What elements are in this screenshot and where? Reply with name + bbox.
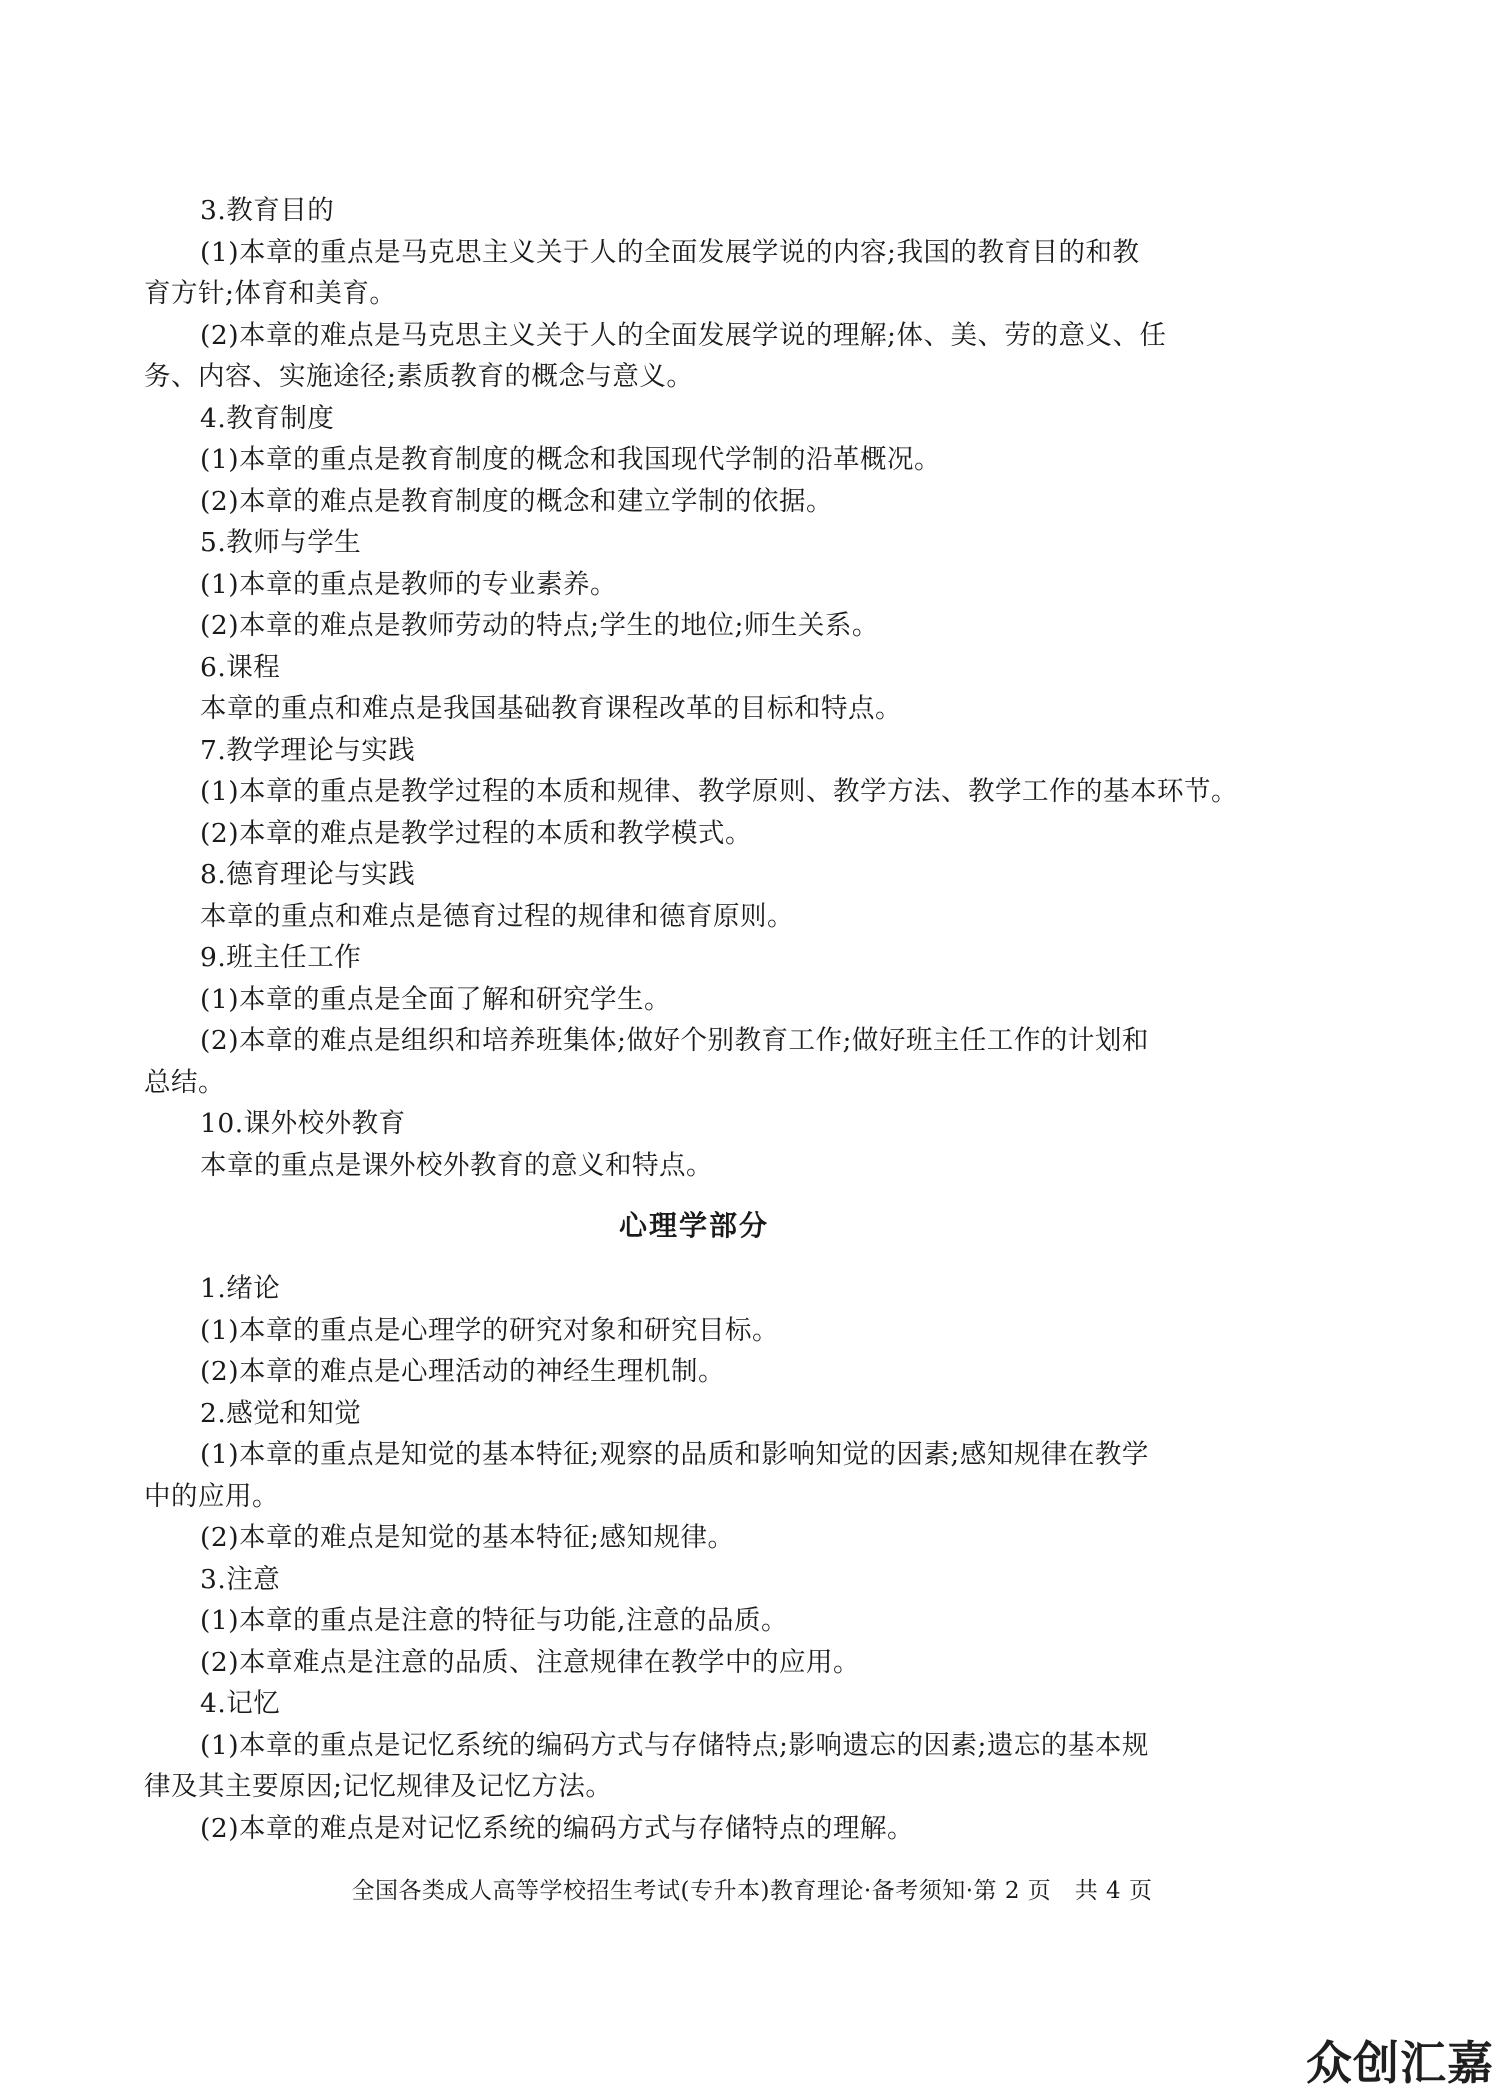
paragraph: (2)本章的难点是心理活动的神经生理机制。 (200, 1356, 726, 1387)
paragraph: (2)本章的难点是教育制度的概念和建立学制的依据。 (200, 485, 834, 517)
paragraph: (2)本章的难点是知觉的基本特征;感知规律。 (200, 1522, 735, 1553)
paragraph: (2)本章的难点是组织和培养班集体;做好个别教育工作;做好班主任工作的计划和 (200, 1025, 1149, 1056)
paragraph-continuation: 务、内容、实施途径;素质教育的概念与意义。 (144, 361, 694, 392)
paragraph: (2)本章的难点是教学过程的本质和教学模式。 (200, 817, 753, 849)
paragraph: 本章的重点是课外校外教育的意义和特点。 (200, 1149, 713, 1181)
chapter-title: 6.课程 (200, 651, 281, 683)
document-body (144, 190, 1244, 1849)
paragraph: 本章的重点和难点是我国基础教育课程改革的目标和特点。 (200, 693, 902, 724)
paragraph: (1)本章的重点是马克思主义关于人的全面发展学说的内容;我国的教育目的和教 (200, 236, 1140, 268)
paragraph: (2)本章的难点是马克思主义关于人的全面发展学说的理解;体、美、劳的意义、任 (200, 319, 1167, 351)
page-footer: 全国各类成人高等学校招生考试(专升本)教育理论·备考须知·第 2 页 共 4 页 (351, 1878, 1153, 1904)
paragraph: (1)本章的重点是记忆系统的编码方式与存储特点;影响遗忘的因素;遗忘的基本规 (200, 1729, 1149, 1761)
chapter-title: 10.课外校外教育 (200, 1108, 406, 1139)
paragraph: (1)本章的重点是知觉的基本特征;观察的品质和影响知觉的因素;感知规律在教学 (200, 1439, 1149, 1470)
paragraph-continuation: 育方针;体育和美育。 (144, 278, 397, 309)
section-title: 心理学部分 (618, 1209, 769, 1242)
chapter-title: 8.德育理论与实践 (200, 859, 416, 890)
paragraph-continuation: 总结。 (144, 1066, 225, 1098)
paragraph: (1)本章的重点是教育制度的概念和我国现代学制的沿革概况。 (200, 444, 942, 475)
paragraph: (1)本章的重点是教学过程的本质和规律、教学原则、教学方法、教学工作的基本环节。 (200, 776, 1239, 807)
paragraph: (1)本章的重点是注意的特征与功能,注意的品质。 (200, 1605, 788, 1636)
chapter-title: 1.绪论 (200, 1273, 281, 1304)
paragraph: (2)本章的难点是教师劳动的特点;学生的地位;师生关系。 (200, 610, 879, 641)
paragraph: (1)本章的重点是全面了解和研究学生。 (200, 983, 672, 1015)
chapter-title: 4.记忆 (200, 1688, 281, 1719)
chapter-title: 4.教育制度 (200, 402, 335, 434)
paragraph-continuation: 中的应用。 (144, 1480, 279, 1512)
watermark-logo: 众创汇嘉 (1306, 2036, 1494, 2090)
paragraph: 本章的重点和难点是德育过程的规律和德育原则。 (200, 900, 794, 932)
chapter-title: 5.教师与学生 (200, 527, 362, 558)
chapter-title: 2.感觉和知觉 (200, 1397, 362, 1429)
chapter-title: 9.班主任工作 (200, 942, 362, 973)
paragraph: (2)本章难点是注意的品质、注意规律在教学中的应用。 (200, 1646, 861, 1678)
paragraph: (2)本章的难点是对记忆系统的编码方式与存储特点的理解。 (200, 1812, 915, 1844)
chapter-title: 3.注意 (200, 1563, 281, 1595)
paragraph: (1)本章的重点是教师的专业素养。 (200, 568, 618, 600)
paragraph: (1)本章的重点是心理学的研究对象和研究目标。 (200, 1314, 780, 1346)
chapter-title: 7.教学理论与实践 (200, 734, 416, 766)
paragraph-continuation: 律及其主要原因;记忆规律及记忆方法。 (144, 1771, 613, 1802)
chapter-title: 3.教育目的 (200, 195, 335, 226)
